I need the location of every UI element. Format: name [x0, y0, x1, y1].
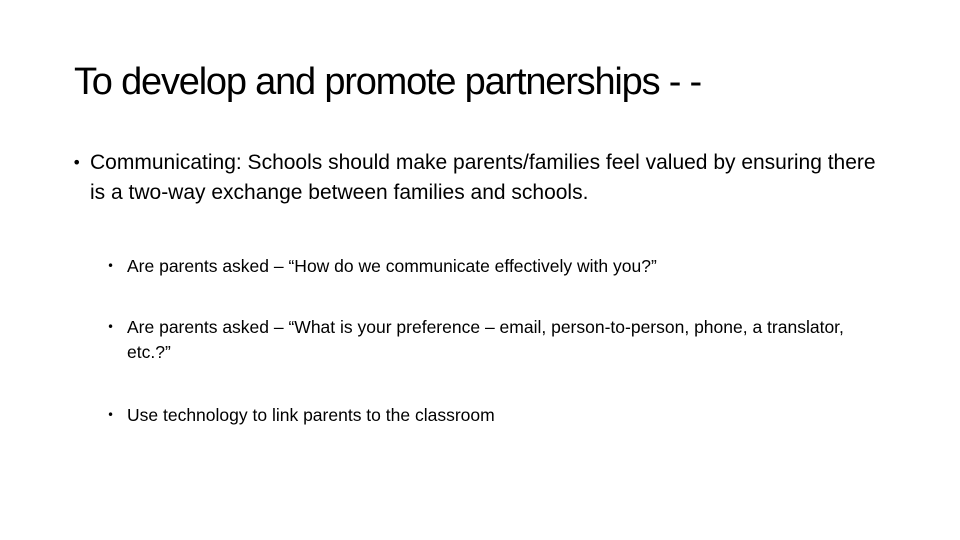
bullet-marker-icon: • [107, 320, 115, 334]
bullet-communicating [72, 148, 892, 208]
bullet-text: Communicating: Schools should make parents/families feel valued by ensuring there is a two-way exchange between families and schools. [90, 151, 876, 204]
bullet-marker-icon: • [107, 259, 115, 273]
bullet-text: Are parents asked – “How do we communicate effectively with you?” [127, 256, 657, 276]
bullet-text: Use technology to link parents to the classroom [127, 405, 495, 425]
sub-bullet-preference [107, 315, 867, 365]
bullet-text: Are parents asked – “What is your preference – email, person-to-person, phone, a translator, etc.?” [127, 317, 844, 362]
bullet-marker-icon: • [107, 408, 115, 422]
sub-bullet-communicate-effectively [107, 254, 867, 279]
sub-bullet-technology [107, 403, 867, 428]
bullet-marker-icon: • [72, 153, 82, 172]
slide-title: To develop and promote partnerships - - [74, 61, 702, 103]
